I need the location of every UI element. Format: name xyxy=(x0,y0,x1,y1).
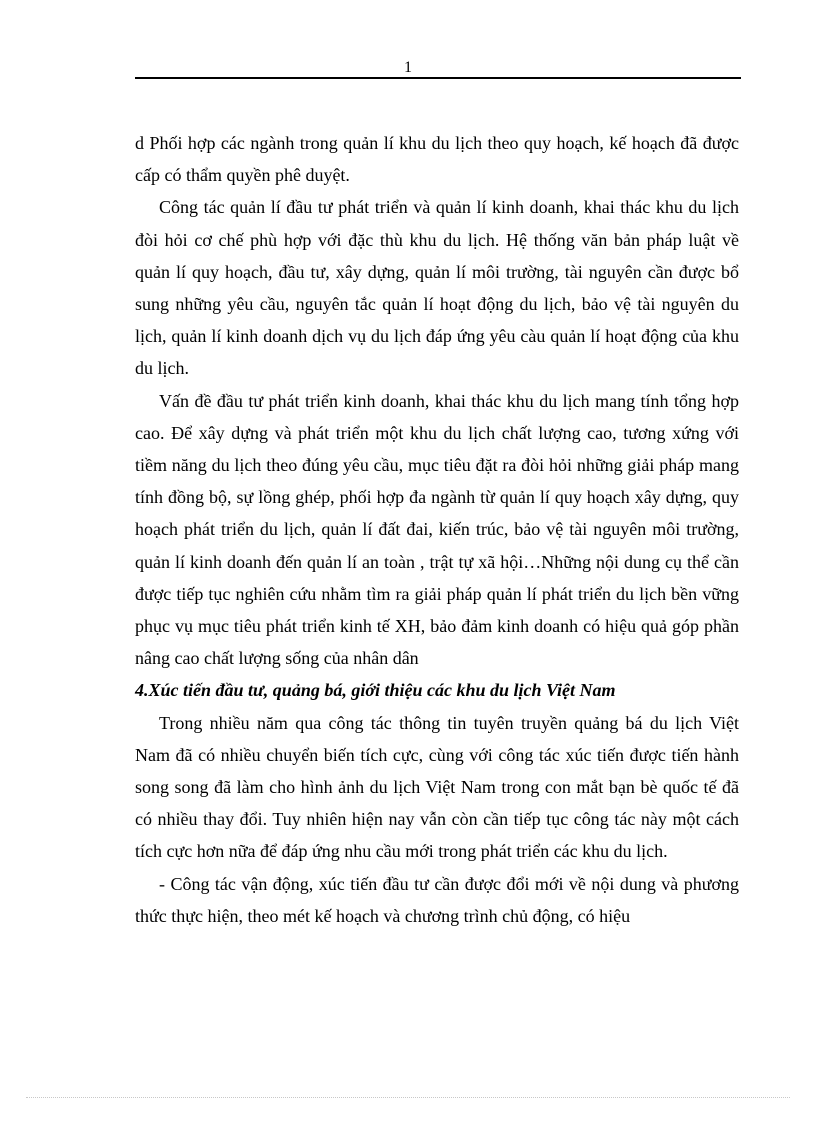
page-number: 1 xyxy=(404,59,412,76)
paragraph-investment-promotion: - Công tác vận động, xúc tiến đầu tư cần được đổi mới về nội dung và phương thức thực hiện, theo mét kế hoạch và chương trình chủ động, có hiệu xyxy=(135,873,739,926)
header-rule xyxy=(135,77,741,79)
paragraph-management-mechanism: Công tác quản lí đầu tư phát triển và quản lí kinh doanh, khai thác khu du lịch đòi hỏi cơ chế phù hợp với đặc thù khu du lịch. Hệ thống văn bản pháp luật về quản lí quy hoạch, đầu tư, xây dựng, quản lí môi trường, tài nguyên cần được bổ sung những yêu cầu, nguyên tắc quản lí hoạt động du lịch, bảo vệ tài nguyên du lịch, quản lí kinh doanh dịch vụ du lịch đáp ứng yêu càu quản lí hoạt động của khu du lịch. xyxy=(135,197,739,379)
section-heading: 4.Xúc tiến đầu tư, quảng bá, giới thiệu các khu du lịch Việt Nam xyxy=(135,680,616,701)
paragraph-investment-issue: Vấn đề đầu tư phát triển kinh doanh, khai thác khu du lịch mang tính tổng hợp cao. Để xây dựng và phát triển một khu du lịch chất lượng cao, tương xứng với tiềm năng du lịch theo đúng yêu cầu, mục tiêu đặt ra đòi hỏi những giải pháp mang tính đồng bộ, sự lồng ghép, phối hợp đa ngành từ quản lí quy hoạch xây dựng, quy hoạch phát triển du lịch, quản lí đất đai, kiến trúc, bảo vệ tài nguyên môi trường, quản lí kinh doanh đến quản lí an toàn , trật tự xã hội…Những nội dung cụ thể cần được tiếp tục nghiên cứu nhằm tìm ra giải pháp quản lí phát triển du lịch bền vững phục vụ mục tiêu phát triển kinh tế XH, bảo đảm kinh doanh có hiệu quả góp phần nâng cao chất lượng sống của nhân dân xyxy=(135,390,739,669)
paragraph-coordination: d Phối hợp các ngành trong quản lí khu du lịch theo quy hoạch, kế hoạch đã được cấp có thẩm quyền phê duyệt. xyxy=(135,133,739,186)
footer-rule xyxy=(26,1097,790,1098)
paragraph-promotion: Trong nhiều năm qua công tác thông tin tuyên truyền quảng bá du lịch Việt Nam đã có nhiều chuyển biến tích cực, cùng với công tác xúc tiến được tiến hành song song đã làm cho hình ảnh du lịch Việt Nam trong con mắt bạn bè quốc tế đã có nhiều thay đổi. Tuy nhiên hiện nay vẫn còn cần tiếp tục công tác này một cách tích cực hơn nữa để đáp ứng nhu cầu mới trong phát triển các khu du lịch. xyxy=(135,712,739,862)
page-body xyxy=(135,127,739,932)
